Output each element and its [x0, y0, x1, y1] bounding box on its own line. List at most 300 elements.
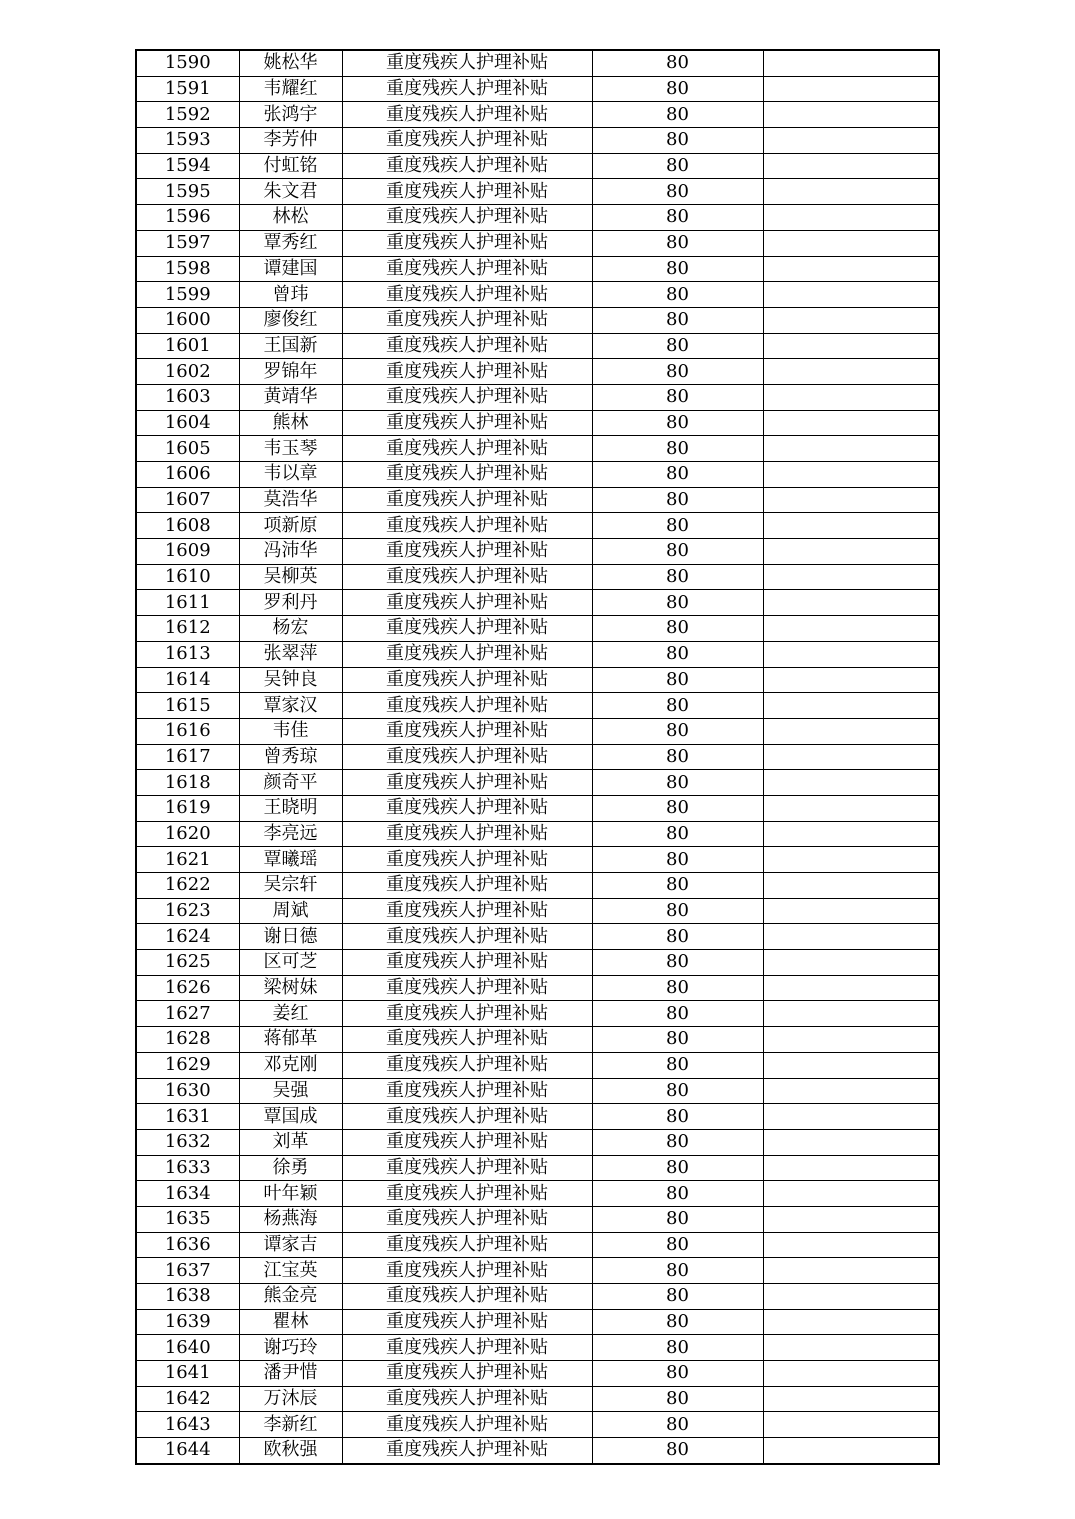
amount-cell: 80: [592, 1104, 763, 1130]
row-number-cell: 1607: [136, 487, 239, 513]
note-cell: [763, 282, 939, 308]
note-cell: [763, 179, 939, 205]
note-cell: [763, 1027, 939, 1053]
subsidy-type-cell: 重度残疾人护理补贴: [342, 616, 592, 642]
note-cell: [763, 205, 939, 231]
table-row: [136, 539, 939, 565]
note-cell: [763, 462, 939, 488]
amount-cell: 80: [592, 667, 763, 693]
note-cell: [763, 924, 939, 950]
note-cell: [763, 1361, 939, 1387]
amount-cell: 80: [592, 436, 763, 462]
name-cell: 李芳仲: [239, 128, 342, 154]
subsidy-table-body: [136, 50, 939, 1464]
table-row: [136, 1438, 939, 1464]
amount-cell: 80: [592, 128, 763, 154]
amount-cell: 80: [592, 1181, 763, 1207]
table-row: [136, 153, 939, 179]
table-row: [136, 641, 939, 667]
row-number-cell: 1609: [136, 539, 239, 565]
name-cell: 潘尹惜: [239, 1361, 342, 1387]
name-cell: 江宝英: [239, 1258, 342, 1284]
subsidy-type-cell: 重度残疾人护理补贴: [342, 667, 592, 693]
note-cell: [763, 1052, 939, 1078]
subsidy-type-cell: 重度残疾人护理补贴: [342, 1104, 592, 1130]
note-cell: [763, 821, 939, 847]
subsidy-type-cell: 重度残疾人护理补贴: [342, 924, 592, 950]
name-cell: 项新原: [239, 513, 342, 539]
subsidy-type-cell: 重度残疾人护理补贴: [342, 513, 592, 539]
row-number-cell: 1591: [136, 76, 239, 102]
subsidy-type-cell: 重度残疾人护理补贴: [342, 539, 592, 565]
row-number-cell: 1617: [136, 744, 239, 770]
name-cell: 刘革: [239, 1129, 342, 1155]
table-row: [136, 1001, 939, 1027]
row-number-cell: 1597: [136, 230, 239, 256]
row-number-cell: 1608: [136, 513, 239, 539]
table-row: [136, 1052, 939, 1078]
amount-cell: 80: [592, 975, 763, 1001]
note-cell: [763, 128, 939, 154]
table-row: [136, 667, 939, 693]
note-cell: [763, 230, 939, 256]
row-number-cell: 1599: [136, 282, 239, 308]
table-row: [136, 693, 939, 719]
name-cell: 张翠萍: [239, 641, 342, 667]
note-cell: [763, 1001, 939, 1027]
note-cell: [763, 975, 939, 1001]
table-row: [136, 76, 939, 102]
subsidy-type-cell: 重度残疾人护理补贴: [342, 847, 592, 873]
row-number-cell: 1644: [136, 1438, 239, 1464]
row-number-cell: 1600: [136, 307, 239, 333]
amount-cell: 80: [592, 282, 763, 308]
row-number-cell: 1595: [136, 179, 239, 205]
amount-cell: 80: [592, 487, 763, 513]
note-cell: [763, 1309, 939, 1335]
note-cell: [763, 333, 939, 359]
name-cell: 李新红: [239, 1412, 342, 1438]
subsidy-type-cell: 重度残疾人护理补贴: [342, 795, 592, 821]
note-cell: [763, 950, 939, 976]
row-number-cell: 1601: [136, 333, 239, 359]
note-cell: [763, 102, 939, 128]
row-number-cell: 1625: [136, 950, 239, 976]
row-number-cell: 1631: [136, 1104, 239, 1130]
row-number-cell: 1626: [136, 975, 239, 1001]
subsidy-type-cell: 重度残疾人护理补贴: [342, 1129, 592, 1155]
subsidy-type-cell: 重度残疾人护理补贴: [342, 76, 592, 102]
note-cell: [763, 795, 939, 821]
note-cell: [763, 1438, 939, 1464]
row-number-cell: 1596: [136, 205, 239, 231]
amount-cell: 80: [592, 1052, 763, 1078]
name-cell: 李亮远: [239, 821, 342, 847]
table-row: [136, 1232, 939, 1258]
row-number-cell: 1610: [136, 564, 239, 590]
table-row: [136, 333, 939, 359]
subsidy-type-cell: 重度残疾人护理补贴: [342, 1206, 592, 1232]
row-number-cell: 1628: [136, 1027, 239, 1053]
name-cell: 区可芝: [239, 950, 342, 976]
note-cell: [763, 384, 939, 410]
table-row: [136, 821, 939, 847]
subsidy-type-cell: 重度残疾人护理补贴: [342, 359, 592, 385]
note-cell: [763, 873, 939, 899]
table-row: [136, 1104, 939, 1130]
name-cell: 熊金亮: [239, 1284, 342, 1310]
table-row: [136, 256, 939, 282]
row-number-cell: 1639: [136, 1309, 239, 1335]
amount-cell: 80: [592, 616, 763, 642]
row-number-cell: 1603: [136, 384, 239, 410]
table-row: [136, 616, 939, 642]
subsidy-type-cell: 重度残疾人护理补贴: [342, 1361, 592, 1387]
name-cell: 谭家吉: [239, 1232, 342, 1258]
table-row: [136, 950, 939, 976]
subsidy-type-cell: 重度残疾人护理补贴: [342, 1155, 592, 1181]
subsidy-type-cell: 重度残疾人护理补贴: [342, 384, 592, 410]
row-number-cell: 1612: [136, 616, 239, 642]
note-cell: [763, 744, 939, 770]
name-cell: 朱文君: [239, 179, 342, 205]
amount-cell: 80: [592, 1412, 763, 1438]
amount-cell: 80: [592, 1309, 763, 1335]
note-cell: [763, 770, 939, 796]
row-number-cell: 1605: [136, 436, 239, 462]
amount-cell: 80: [592, 744, 763, 770]
note-cell: [763, 76, 939, 102]
row-number-cell: 1594: [136, 153, 239, 179]
row-number-cell: 1624: [136, 924, 239, 950]
table-row: [136, 487, 939, 513]
row-number-cell: 1623: [136, 898, 239, 924]
table-row: [136, 1412, 939, 1438]
row-number-cell: 1642: [136, 1386, 239, 1412]
amount-cell: 80: [592, 770, 763, 796]
subsidy-type-cell: 重度残疾人护理补贴: [342, 50, 592, 76]
amount-cell: 80: [592, 410, 763, 436]
subsidy-type-cell: 重度残疾人护理补贴: [342, 179, 592, 205]
subsidy-type-cell: 重度残疾人护理补贴: [342, 693, 592, 719]
name-cell: 邓克刚: [239, 1052, 342, 1078]
table-row: [136, 307, 939, 333]
row-number-cell: 1629: [136, 1052, 239, 1078]
name-cell: 蒋郁革: [239, 1027, 342, 1053]
subsidy-type-cell: 重度残疾人护理补贴: [342, 590, 592, 616]
name-cell: 叶年颖: [239, 1181, 342, 1207]
note-cell: [763, 307, 939, 333]
subsidy-type-cell: 重度残疾人护理补贴: [342, 1258, 592, 1284]
table-row: [136, 462, 939, 488]
note-cell: [763, 256, 939, 282]
name-cell: 谢日德: [239, 924, 342, 950]
note-cell: [763, 1129, 939, 1155]
amount-cell: 80: [592, 1284, 763, 1310]
name-cell: 吴宗轩: [239, 873, 342, 899]
table-row: [136, 102, 939, 128]
row-number-cell: 1606: [136, 462, 239, 488]
note-cell: [763, 718, 939, 744]
amount-cell: 80: [592, 1078, 763, 1104]
note-cell: [763, 1078, 939, 1104]
table-row: [136, 744, 939, 770]
table-row: [136, 1335, 939, 1361]
amount-cell: 80: [592, 333, 763, 359]
name-cell: 周斌: [239, 898, 342, 924]
table-row: [136, 513, 939, 539]
note-cell: [763, 898, 939, 924]
amount-cell: 80: [592, 384, 763, 410]
name-cell: 覃国成: [239, 1104, 342, 1130]
name-cell: 罗锦年: [239, 359, 342, 385]
table-row: [136, 564, 939, 590]
row-number-cell: 1632: [136, 1129, 239, 1155]
table-row: [136, 179, 939, 205]
subsidy-type-cell: 重度残疾人护理补贴: [342, 1309, 592, 1335]
note-cell: [763, 153, 939, 179]
amount-cell: 80: [592, 641, 763, 667]
note-cell: [763, 590, 939, 616]
row-number-cell: 1602: [136, 359, 239, 385]
subsidy-type-cell: 重度残疾人护理补贴: [342, 1052, 592, 1078]
subsidy-type-cell: 重度残疾人护理补贴: [342, 1412, 592, 1438]
table-row: [136, 128, 939, 154]
subsidy-type-cell: 重度残疾人护理补贴: [342, 487, 592, 513]
name-cell: 杨燕海: [239, 1206, 342, 1232]
table-row: [136, 1078, 939, 1104]
amount-cell: 80: [592, 1027, 763, 1053]
subsidy-type-cell: 重度残疾人护理补贴: [342, 898, 592, 924]
amount-cell: 80: [592, 179, 763, 205]
amount-cell: 80: [592, 153, 763, 179]
name-cell: 覃家汉: [239, 693, 342, 719]
subsidy-type-cell: 重度残疾人护理补贴: [342, 1078, 592, 1104]
row-number-cell: 1615: [136, 693, 239, 719]
name-cell: 杨宏: [239, 616, 342, 642]
subsidy-type-cell: 重度残疾人护理补贴: [342, 641, 592, 667]
name-cell: 韦耀红: [239, 76, 342, 102]
amount-cell: 80: [592, 924, 763, 950]
amount-cell: 80: [592, 898, 763, 924]
name-cell: 张鸿宇: [239, 102, 342, 128]
note-cell: [763, 359, 939, 385]
amount-cell: 80: [592, 1129, 763, 1155]
amount-cell: 80: [592, 50, 763, 76]
subsidy-type-cell: 重度残疾人护理补贴: [342, 564, 592, 590]
row-number-cell: 1641: [136, 1361, 239, 1387]
note-cell: [763, 847, 939, 873]
subsidy-type-cell: 重度残疾人护理补贴: [342, 282, 592, 308]
table-row: [136, 1284, 939, 1310]
note-cell: [763, 513, 939, 539]
note-cell: [763, 1284, 939, 1310]
name-cell: 罗利丹: [239, 590, 342, 616]
name-cell: 覃秀红: [239, 230, 342, 256]
name-cell: 吴强: [239, 1078, 342, 1104]
row-number-cell: 1622: [136, 873, 239, 899]
row-number-cell: 1620: [136, 821, 239, 847]
table-row: [136, 873, 939, 899]
name-cell: 覃曦瑶: [239, 847, 342, 873]
name-cell: 曾秀琼: [239, 744, 342, 770]
subsidy-type-cell: 重度残疾人护理补贴: [342, 873, 592, 899]
name-cell: 黄靖华: [239, 384, 342, 410]
note-cell: [763, 1104, 939, 1130]
subsidy-type-cell: 重度残疾人护理补贴: [342, 256, 592, 282]
name-cell: 欧秋强: [239, 1438, 342, 1464]
name-cell: 吴钟良: [239, 667, 342, 693]
name-cell: 熊林: [239, 410, 342, 436]
name-cell: 廖俊红: [239, 307, 342, 333]
table-row: [136, 1258, 939, 1284]
amount-cell: 80: [592, 564, 763, 590]
row-number-cell: 1635: [136, 1206, 239, 1232]
amount-cell: 80: [592, 1206, 763, 1232]
amount-cell: 80: [592, 76, 763, 102]
name-cell: 冯沛华: [239, 539, 342, 565]
table-row: [136, 359, 939, 385]
table-row: [136, 1027, 939, 1053]
subsidy-type-cell: 重度残疾人护理补贴: [342, 975, 592, 1001]
row-number-cell: 1633: [136, 1155, 239, 1181]
subsidy-type-cell: 重度残疾人护理补贴: [342, 1232, 592, 1258]
amount-cell: 80: [592, 230, 763, 256]
row-number-cell: 1619: [136, 795, 239, 821]
amount-cell: 80: [592, 590, 763, 616]
amount-cell: 80: [592, 102, 763, 128]
amount-cell: 80: [592, 1001, 763, 1027]
name-cell: 韦以章: [239, 462, 342, 488]
table-row: [136, 590, 939, 616]
table-row: [136, 436, 939, 462]
name-cell: 王晓明: [239, 795, 342, 821]
subsidy-type-cell: 重度残疾人护理补贴: [342, 1335, 592, 1361]
row-number-cell: 1614: [136, 667, 239, 693]
amount-cell: 80: [592, 847, 763, 873]
table-row: [136, 230, 939, 256]
note-cell: [763, 539, 939, 565]
table-row: [136, 282, 939, 308]
name-cell: 曾玮: [239, 282, 342, 308]
subsidy-type-cell: 重度残疾人护理补贴: [342, 436, 592, 462]
name-cell: 万沐辰: [239, 1386, 342, 1412]
note-cell: [763, 410, 939, 436]
note-cell: [763, 1386, 939, 1412]
table-row: [136, 205, 939, 231]
name-cell: 姚松华: [239, 50, 342, 76]
subsidy-table: [135, 49, 940, 1465]
amount-cell: 80: [592, 256, 763, 282]
name-cell: 徐勇: [239, 1155, 342, 1181]
table-row: [136, 898, 939, 924]
subsidy-type-cell: 重度残疾人护理补贴: [342, 1001, 592, 1027]
note-cell: [763, 487, 939, 513]
subsidy-type-cell: 重度残疾人护理补贴: [342, 410, 592, 436]
subsidy-type-cell: 重度残疾人护理补贴: [342, 1386, 592, 1412]
amount-cell: 80: [592, 873, 763, 899]
subsidy-type-cell: 重度残疾人护理补贴: [342, 1438, 592, 1464]
subsidy-type-cell: 重度残疾人护理补贴: [342, 1027, 592, 1053]
amount-cell: 80: [592, 1335, 763, 1361]
amount-cell: 80: [592, 1361, 763, 1387]
table-row: [136, 1309, 939, 1335]
table-row: [136, 1206, 939, 1232]
amount-cell: 80: [592, 539, 763, 565]
subsidy-type-cell: 重度残疾人护理补贴: [342, 205, 592, 231]
note-cell: [763, 1335, 939, 1361]
row-number-cell: 1630: [136, 1078, 239, 1104]
amount-cell: 80: [592, 513, 763, 539]
note-cell: [763, 1155, 939, 1181]
name-cell: 谭建国: [239, 256, 342, 282]
row-number-cell: 1604: [136, 410, 239, 436]
amount-cell: 80: [592, 821, 763, 847]
subsidy-type-cell: 重度残疾人护理补贴: [342, 307, 592, 333]
row-number-cell: 1611: [136, 590, 239, 616]
table-row: [136, 1181, 939, 1207]
name-cell: 林松: [239, 205, 342, 231]
name-cell: 瞿林: [239, 1309, 342, 1335]
table-row: [136, 410, 939, 436]
subsidy-type-cell: 重度残疾人护理补贴: [342, 950, 592, 976]
row-number-cell: 1643: [136, 1412, 239, 1438]
row-number-cell: 1616: [136, 718, 239, 744]
name-cell: 王国新: [239, 333, 342, 359]
note-cell: [763, 1206, 939, 1232]
subsidy-type-cell: 重度残疾人护理补贴: [342, 153, 592, 179]
note-cell: [763, 50, 939, 76]
subsidy-type-cell: 重度残疾人护理补贴: [342, 462, 592, 488]
note-cell: [763, 1232, 939, 1258]
table-row: [136, 924, 939, 950]
amount-cell: 80: [592, 1232, 763, 1258]
note-cell: [763, 641, 939, 667]
table-row: [136, 975, 939, 1001]
note-cell: [763, 436, 939, 462]
table-row: [136, 384, 939, 410]
name-cell: 韦玉琴: [239, 436, 342, 462]
amount-cell: 80: [592, 205, 763, 231]
subsidy-type-cell: 重度残疾人护理补贴: [342, 718, 592, 744]
amount-cell: 80: [592, 1155, 763, 1181]
row-number-cell: 1636: [136, 1232, 239, 1258]
amount-cell: 80: [592, 693, 763, 719]
subsidy-type-cell: 重度残疾人护理补贴: [342, 230, 592, 256]
row-number-cell: 1613: [136, 641, 239, 667]
row-number-cell: 1598: [136, 256, 239, 282]
name-cell: 韦佳: [239, 718, 342, 744]
table-row: [136, 718, 939, 744]
subsidy-type-cell: 重度残疾人护理补贴: [342, 770, 592, 796]
note-cell: [763, 564, 939, 590]
row-number-cell: 1634: [136, 1181, 239, 1207]
table-row: [136, 1155, 939, 1181]
amount-cell: 80: [592, 1386, 763, 1412]
name-cell: 莫浩华: [239, 487, 342, 513]
name-cell: 吴柳英: [239, 564, 342, 590]
row-number-cell: 1593: [136, 128, 239, 154]
name-cell: 付虹铭: [239, 153, 342, 179]
subsidy-type-cell: 重度残疾人护理补贴: [342, 333, 592, 359]
name-cell: 梁树妹: [239, 975, 342, 1001]
row-number-cell: 1590: [136, 50, 239, 76]
subsidy-type-cell: 重度残疾人护理补贴: [342, 128, 592, 154]
row-number-cell: 1637: [136, 1258, 239, 1284]
amount-cell: 80: [592, 950, 763, 976]
table-row: [136, 795, 939, 821]
row-number-cell: 1638: [136, 1284, 239, 1310]
